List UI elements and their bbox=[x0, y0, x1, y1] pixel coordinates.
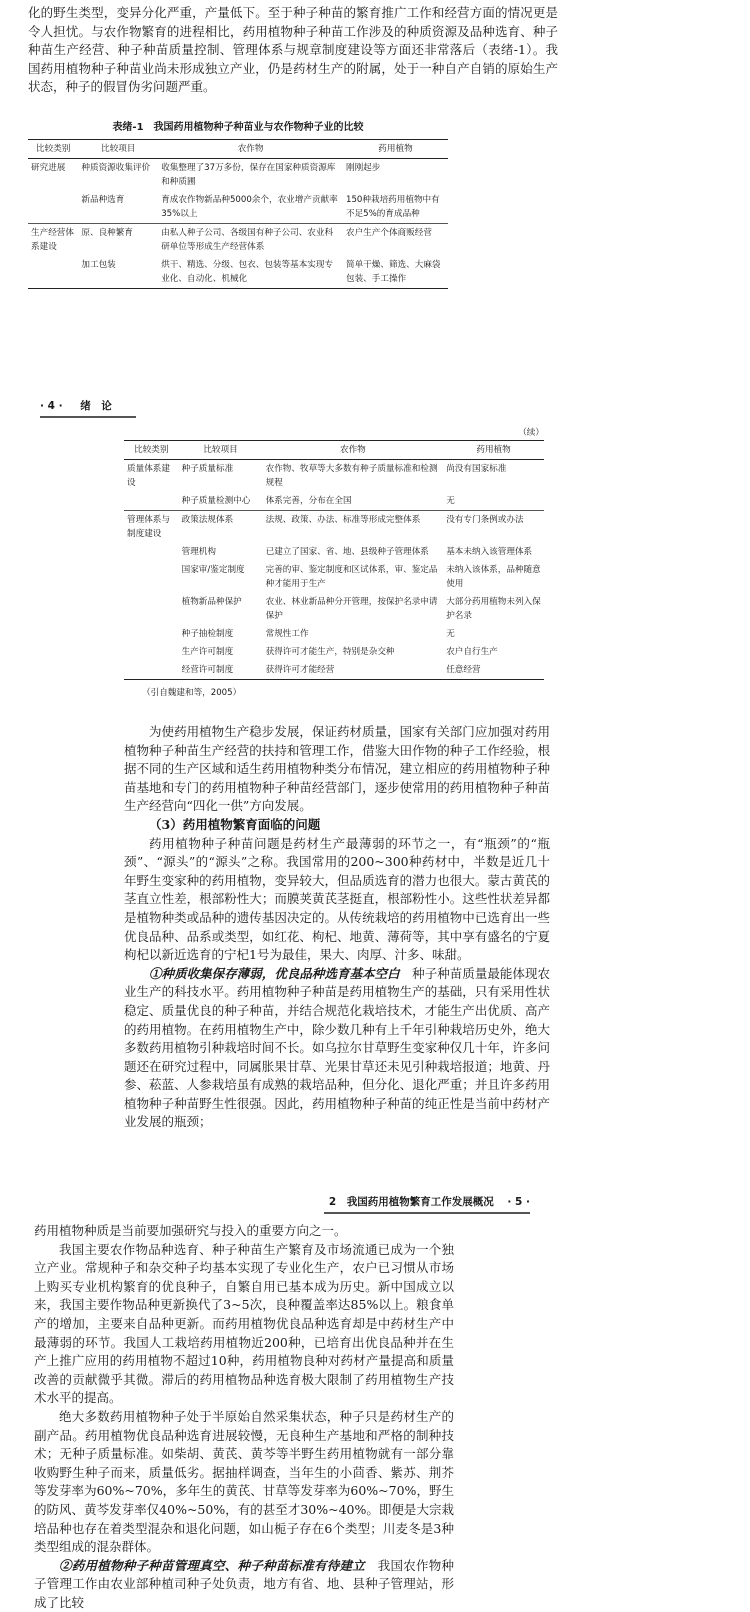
table-cont-header-cell: 药用植物 bbox=[443, 441, 544, 460]
table-cell-category bbox=[28, 191, 78, 224]
paragraph bbox=[34, 1557, 454, 1612]
table-cont-header-cell: 比较类别 bbox=[124, 441, 179, 460]
table-cell-crop: 由私人种子公司、各级国有种子公司、农业科研单位等形成生产经营体系 bbox=[158, 224, 343, 257]
section-heading: （3）药用植物繁育面临的问题 bbox=[149, 816, 321, 832]
table-cell-category: 生产经营体系建设 bbox=[28, 224, 78, 257]
table-row bbox=[28, 224, 448, 257]
table1-header-cell: 比较项目 bbox=[78, 140, 158, 159]
table-cell-category bbox=[124, 561, 179, 593]
table-cell-crop: 烘干、精选、分级、包衣、包装等基本实现专业化、自动化、机械化 bbox=[158, 256, 343, 289]
page4-body bbox=[124, 723, 550, 1132]
table-row bbox=[28, 159, 448, 192]
paragraph-body: 我国农作物种子管理工作由农业部种植司种子处负责，地方有省、地、县种子管理站，形成了比较 bbox=[34, 1557, 454, 1610]
table-cell-medicinal: 基本未纳入该管理体系 bbox=[446, 547, 533, 557]
top-paragraph-block bbox=[28, 4, 558, 97]
paragraph bbox=[124, 965, 550, 1132]
table-cell-medicinal: 没有专门条例或办法 bbox=[443, 511, 544, 544]
table-cell-item: 国家审/鉴定制度 bbox=[181, 565, 245, 575]
table-row bbox=[124, 543, 544, 561]
table-cell-medicinal: 任意经营 bbox=[443, 661, 544, 680]
table-cell-item: 植物新品种保护 bbox=[181, 597, 242, 607]
table-cont-header-cell: 比较项目 bbox=[179, 441, 263, 460]
paragraph: 药用植物种子种苗问题是药材生产最薄弱的环节之一，有“瓶颈”的“瓶颈”、“源头”的“源头”之称。我国常用的200~300种药材中，半数是近几十年野生变家种的药用植物，变异较大，但品质选育的潜力也很大。蒙古黄芪的茎直立性差，根部粉性大；而膜荚黄芪茎挺直，根部粉性小。这些性状差异都是植物种类或品种的遗传基因决定的。从传统栽培的药用植物中已选育出一些优良品种、品系或类型，如红花、枸杞、地黄、薄荷等，其中享有盛名的宁夏枸杞以新近选育的宁杞1号为最佳，果大、肉厚、汁多、味甜。 bbox=[124, 835, 550, 963]
table-cell-medicinal: 刚刚起步 bbox=[345, 163, 381, 173]
section-title: 2 我国药用植物繁育工作发展概况 bbox=[328, 1196, 494, 1208]
table-cell-category bbox=[28, 256, 78, 289]
paragraph: 药用植物种质是当前要加强研究与投入的重要方向之一。 bbox=[34, 1223, 347, 1238]
table-cell-crop: 获得许可才能生产，特别是杂交种 bbox=[265, 647, 395, 657]
table-cell-category bbox=[124, 643, 179, 661]
comparison-table-1-continued bbox=[124, 440, 544, 680]
table-row bbox=[124, 593, 544, 625]
page-number: · 4 · bbox=[40, 400, 63, 412]
table-cell-category bbox=[124, 593, 179, 625]
table-cell-medicinal: 无 bbox=[446, 629, 455, 639]
table-cell-crop: 已建立了国家、省、地、县级种子管理体系 bbox=[265, 547, 429, 557]
table-cell-item: 种子质量标准 bbox=[181, 464, 234, 474]
paragraph-body: 种子种苗质量最能体现农业生产的科技水平。药用植物种子种苗是药用植物生产的基础，只有采用性状稳定、质量优良的种子种苗，并结合规范化栽培技术，才能生产出优质、高产的药用植物。在药用植物生产中，除少数几种有上千年引种栽培历史外，绝大多数药用植物引种栽培时间不长。如乌拉尔甘草野生变家种仅几十年，许多问题还在研究过程中，同属胀果甘草、光果甘草还未见引种栽培报道；地黄、丹参、菘蓝、人参栽培虽有成熟的栽培品种，但分化、退化严重；并且许多药用植物种子种苗野生性很强。因此，药用植物种子种苗的纯正性是当前中药材产业发展的瓶颈； bbox=[124, 965, 550, 1130]
table1-header-row bbox=[28, 140, 448, 159]
table-cell-crop: 法规、政策、办法、标准等形成完整体系 bbox=[263, 511, 444, 544]
paragraph-lead: ①种质收集保存薄弱，优良品种选育基本空白 bbox=[149, 965, 413, 981]
table-cell-item: 原、良种繁育 bbox=[78, 224, 158, 257]
table-continued-label: （续） bbox=[518, 428, 544, 438]
paragraph: 绝大多数药用植物种子处于半原始自然采集状态，种子只是药材生产的副产品。药用植物优良品种选育进展较慢，无良种生产基地和严格的制种技术；无种子质量标准。如柴胡、黄芪、黄芩等半野生药用植物就有一部分靠收购野生种子而来，质量低劣。据抽样调查，当年生的小茴香、紫苏、荆芥等发芽率为60%~70%，多年生的黄芪、甘草等发芽率为60%~70%，野生的防风、黄芩发芽率仅40%~50%，有的甚至才30%~40%。即便是大宗栽培品种也存在着类型混杂和退化问题，如山栀子存在6个类型；川麦冬是3种类型组成的混杂群体。 bbox=[34, 1408, 454, 1555]
table-cell-item: 种质资源收集评价 bbox=[81, 163, 151, 173]
table-cell-item: 管理机构 bbox=[181, 547, 216, 557]
table-row bbox=[124, 460, 544, 493]
page5-running-header bbox=[324, 1194, 530, 1214]
page5-body bbox=[34, 1222, 454, 1612]
table-cell-crop: 体系完善，分布在全国 bbox=[265, 496, 352, 506]
table-row bbox=[124, 561, 544, 593]
table-cell-crop: 育成农作物新品种5000余个，农业增产贡献率35%以上 bbox=[161, 195, 338, 219]
table-row bbox=[124, 661, 544, 680]
table-cell-item: 生产许可制度 bbox=[181, 647, 234, 657]
table-row bbox=[124, 511, 544, 544]
table-row bbox=[124, 643, 544, 661]
chapter-title: 绪 论 bbox=[80, 400, 112, 412]
table-cell-item: 加工包装 bbox=[78, 256, 158, 289]
table-cell-category bbox=[124, 543, 179, 561]
table-cell-crop: 常规性工作 bbox=[265, 629, 309, 639]
table-cont-header-cell: 农作物 bbox=[263, 441, 444, 460]
table-cont-header-row bbox=[124, 441, 544, 460]
table1-block bbox=[28, 121, 448, 289]
table1-header-cell: 药用植物 bbox=[343, 140, 448, 159]
table-cell-item: 种子抽检制度 bbox=[181, 629, 234, 639]
table-cell-item: 政策法规体系 bbox=[179, 511, 263, 544]
page-number: · 5 · bbox=[507, 1196, 530, 1208]
table-cell-medicinal: 农户生产个体商贩经营 bbox=[343, 224, 448, 257]
paragraph-lead: ②药用植物种子种苗管理真空、种子种苗标准有待建立 bbox=[59, 1557, 378, 1573]
table-cell-item: 种子质量检测中心 bbox=[181, 496, 251, 506]
table-row bbox=[28, 256, 448, 289]
table-row bbox=[124, 625, 544, 643]
table-cell-medicinal: 150种栽培药用植物中有不足5%的育成品种 bbox=[345, 195, 440, 219]
table-cell-category bbox=[124, 661, 179, 680]
comparison-table-1 bbox=[28, 139, 448, 289]
table-cell-item: 经营许可制度 bbox=[179, 661, 263, 680]
table1-caption: 表绪-1 我国药用植物种子种苗业与农作物种子业的比较 bbox=[112, 122, 364, 133]
table-cell-category bbox=[124, 492, 179, 511]
table-cell-category: 质量体系建设 bbox=[127, 464, 170, 488]
table-cont-block bbox=[124, 426, 544, 698]
table1-header-cell: 农作物 bbox=[158, 140, 343, 159]
table-cell-medicinal: 农户自行生产 bbox=[446, 647, 498, 657]
table-cell-crop: 农作物、牧草等大多数有种子质量标准和检测规程 bbox=[265, 464, 438, 488]
paragraph: 为使药用植物生产稳步发展，保证药材质量，国家有关部门应加强对药用植物种子种苗生产经营的扶持和管理工作，借鉴大田作物的种子工作经验，根据不同的生产区域和适生药用植物种类分布情况，建立相应的药用植物种子种苗基地和专门的药用植物种子种苗经营部门，逐步使常用的药用植物种子种苗生产经营向“四化一供”方向发展。 bbox=[124, 724, 550, 814]
table-row bbox=[124, 492, 544, 511]
table-cell-crop: 农业、林业新品种分开管理，按保护名录申请保护 bbox=[265, 597, 438, 621]
table-cell-crop: 收集整理了37万多份，保存在国家种质资源库和种质圃 bbox=[161, 163, 336, 187]
table-cell-crop: 完善的审、鉴定制度和区试体系，审、鉴定品种才能用于生产 bbox=[265, 565, 438, 589]
table-row bbox=[28, 191, 448, 224]
table-source-note: （引自魏建和等，2005） bbox=[142, 688, 242, 698]
table-cell-medicinal: 尚没有国家标准 bbox=[446, 464, 507, 474]
page4-running-header bbox=[40, 398, 136, 418]
table1-header-cell: 比较类别 bbox=[28, 140, 78, 159]
top-paragraph: 化的野生类型，变异分化严重，产量低下。至于种子种苗的繁育推广工作和经营方面的情况更是令人担忧。与农作物繁育的进程相比，药用植物种子种苗工作涉及的种质资源及品种选育、种子种苗生产经营、种子种苗质量控制、管理体系与规章制度建设等方面还非常落后（表绪-1）。我国药用植物种子种苗业尚未形成独立产业，仍是药材生产的附属，处于一种自产自销的原始生产状态，种子的假冒伪劣问题严重。 bbox=[28, 5, 558, 95]
paragraph: 我国主要农作物品种选育、种子种苗生产繁育及市场流通已成为一个独立产业。常规种子和杂交种子均基本实现了专业化生产，农户已习惯从市场上购买专业机构繁育的优良种子，自繁自用已基本成为历史。新中国成立以来，我国主要作物品种更新换代了3~5次，良种覆盖率达85%以上。粮食单产的增加，主要来自品种更新。而药用植物优良品种选育却是中药材生产中最薄弱的环节。我国人工栽培药用植物近200种，已培育出优良品种并在生产上推广应用的药用植物不超过10种，药用植物良种对药材产量提高和质量改善的贡献微乎其微。滞后的药用植物品种选育极大限制了药用植物生产技术水平的提高。 bbox=[34, 1241, 454, 1406]
table-cell-category bbox=[124, 625, 179, 643]
table-cell-item: 新品种选育 bbox=[81, 195, 125, 205]
table-cell-medicinal: 未纳入该体系，品种随意使用 bbox=[446, 565, 541, 589]
table-cell-medicinal: 无 bbox=[446, 496, 455, 506]
table-cell-category: 研究进展 bbox=[31, 163, 66, 173]
table-cell-medicinal: 简单干燥、筛选、大麻袋包装、手工操作 bbox=[343, 256, 448, 289]
table-cell-crop: 获得许可才能经营 bbox=[263, 661, 444, 680]
table-cell-category: 管理体系与制度建设 bbox=[124, 511, 179, 544]
table-cell-medicinal: 大部分药用植物未列入保护名录 bbox=[446, 597, 541, 621]
